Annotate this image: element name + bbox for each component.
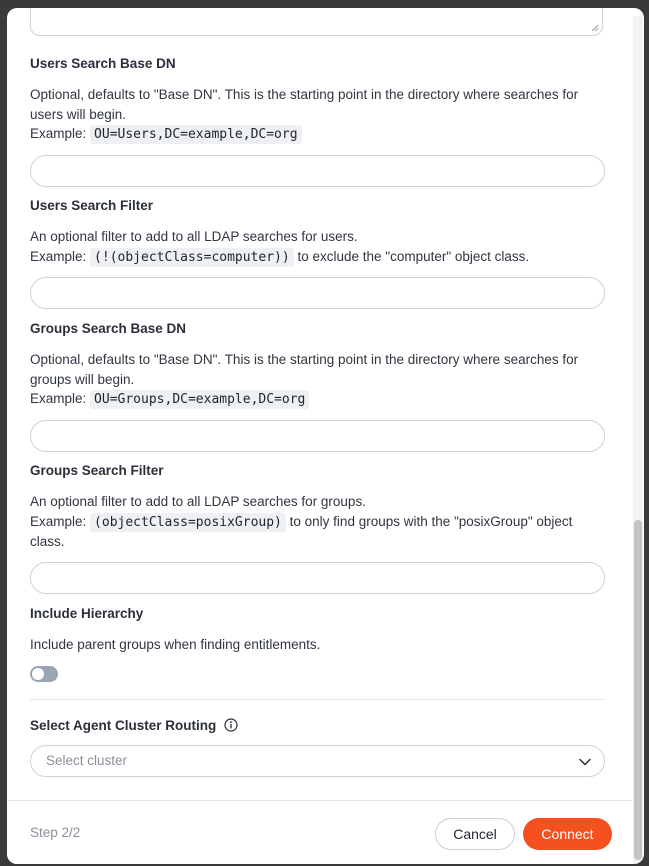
scrollbar-thumb[interactable] bbox=[634, 520, 642, 860]
users-search-base-dn-label: Users Search Base DN bbox=[30, 56, 176, 71]
groups-search-filter-example-suffix: to only find groups with the "posixGroup" object class. bbox=[30, 513, 573, 549]
include-hierarchy-toggle[interactable] bbox=[30, 666, 58, 682]
example-label: Example: bbox=[30, 248, 87, 264]
users-search-base-dn-input[interactable] bbox=[30, 155, 605, 187]
example-label: Example: bbox=[30, 391, 87, 406]
ldap-connection-modal bbox=[7, 8, 644, 864]
groups-search-base-dn-desc-text: Optional, defaults to "Base DN". This is the starting point in the directory where searches for groups will begin. bbox=[30, 352, 579, 387]
agent-cluster-select[interactable] bbox=[30, 745, 605, 777]
modal-footer bbox=[7, 800, 632, 864]
scrollbar-track[interactable] bbox=[633, 16, 643, 864]
groups-search-filter-input[interactable] bbox=[30, 562, 605, 594]
groups-search-base-dn-description bbox=[30, 350, 605, 410]
chevron-down-icon bbox=[578, 755, 592, 769]
toggle-knob bbox=[32, 668, 44, 680]
form-scroll-area[interactable] bbox=[7, 8, 632, 800]
groups-search-filter-example-code: (objectClass=posixGroup) bbox=[90, 513, 286, 532]
users-search-filter-label: Users Search Filter bbox=[30, 198, 154, 213]
cancel-button[interactable]: Cancel bbox=[435, 818, 515, 850]
info-icon[interactable] bbox=[224, 718, 238, 732]
groups-search-base-dn-section bbox=[30, 320, 605, 452]
groups-search-filter-section bbox=[30, 462, 605, 594]
groups-search-filter-label: Groups Search Filter bbox=[30, 463, 164, 478]
groups-search-base-dn-label: Groups Search Base DN bbox=[30, 321, 187, 336]
users-search-base-dn-example-code: OU=Users,DC=example,DC=org bbox=[90, 125, 302, 144]
users-search-base-dn-section bbox=[30, 55, 605, 187]
example-label: Example: bbox=[30, 513, 87, 529]
users-search-filter-section bbox=[30, 197, 605, 309]
users-search-filter-description bbox=[30, 227, 605, 267]
users-search-filter-input[interactable] bbox=[30, 277, 605, 309]
users-search-base-dn-description bbox=[30, 85, 605, 145]
agent-cluster-routing-section bbox=[30, 717, 605, 777]
step-indicator: Step 2/2 bbox=[30, 825, 81, 840]
users-search-filter-desc-text: An optional filter to add to all LDAP searches for users. bbox=[30, 229, 358, 244]
groups-search-base-dn-example-code: OU=Groups,DC=example,DC=org bbox=[90, 390, 309, 409]
include-hierarchy-section bbox=[30, 605, 605, 682]
section-divider bbox=[30, 699, 605, 700]
groups-search-filter-desc-text: An optional filter to add to all LDAP searches for groups. bbox=[30, 494, 366, 509]
groups-search-base-dn-input[interactable] bbox=[30, 420, 605, 452]
agent-cluster-routing-label bbox=[30, 717, 605, 735]
connect-button[interactable]: Connect bbox=[523, 818, 612, 850]
include-hierarchy-label: Include Hierarchy bbox=[30, 606, 144, 621]
agent-cluster-select-placeholder: Select cluster bbox=[46, 753, 128, 768]
resize-grip-icon[interactable] bbox=[591, 24, 599, 32]
users-search-filter-example-suffix: to exclude the "computer" object class. bbox=[297, 248, 530, 264]
users-search-base-dn-desc-text: Optional, defaults to "Base DN". This is the starting point in the directory where searches for users will begin. bbox=[30, 87, 579, 122]
groups-search-filter-description bbox=[30, 492, 605, 552]
previous-textarea[interactable] bbox=[30, 8, 603, 36]
users-search-filter-example-code: (!(objectClass=computer)) bbox=[90, 248, 294, 267]
example-label: Example: bbox=[30, 126, 87, 141]
include-hierarchy-description: Include parent groups when finding entitlements. bbox=[30, 637, 321, 652]
agent-cluster-routing-label-text: Select Agent Cluster Routing bbox=[30, 718, 217, 733]
